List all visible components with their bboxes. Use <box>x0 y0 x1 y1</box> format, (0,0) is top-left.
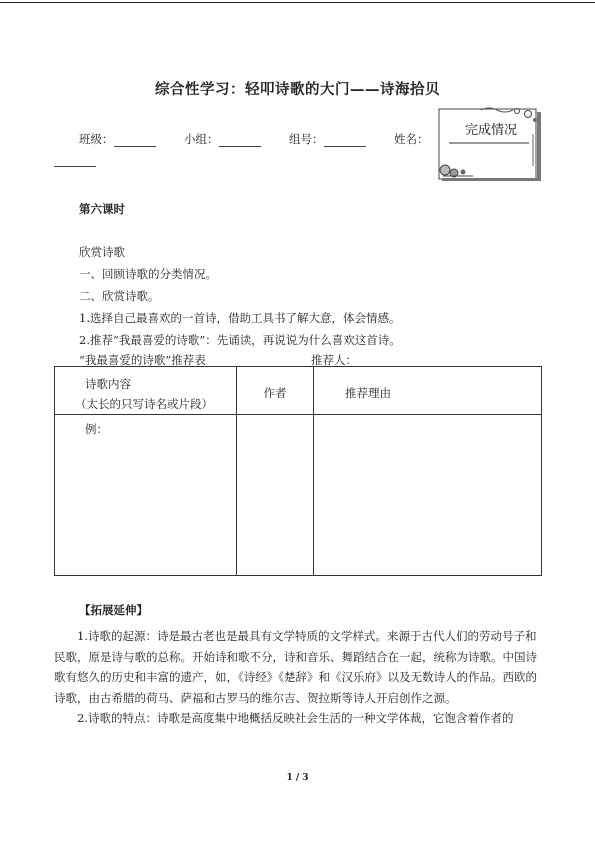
list-item: 一、回顾诗歌的分类情况。 <box>79 267 217 281</box>
badge-text: 完成情况 <box>464 123 517 138</box>
group-blank <box>219 135 261 147</box>
paragraph: 2.诗歌的特点：诗歌是高度集中地概括反映社会生活的一种文学体裁，它饱含着作者的 <box>77 711 514 725</box>
group-no-field <box>289 131 366 147</box>
lesson-label: 第六课时 <box>79 202 125 216</box>
extension-heading: 【拓展延伸】 <box>79 603 148 617</box>
paragraph: 1.诗歌的起源：诗是最古老也是最具有文学特质的文学样式。来源于古代人们的劳动号子和民歌，原是诗与歌的总称。开始诗和歌不分，诗和音乐、舞蹈结合在一起，统称为诗歌。中国诗歌有悠久的历史和丰富的遗产，如，《诗经》《楚辞》和《汉乐府》以及无数诗人的作品。西欧的诗歌，由古希腊的荷马、萨福和古罗马的维尔吉、贺拉斯等诗人开启创作之源。 <box>54 629 537 705</box>
top-rule <box>0 2 595 3</box>
recommendation-table <box>54 366 542 576</box>
example-label: 例： <box>85 422 108 436</box>
badge-frame-icon <box>437 106 543 182</box>
class-field <box>79 131 156 147</box>
header-poem-line1: 诗歌内容 <box>85 377 131 391</box>
header-author <box>237 367 314 415</box>
table-row <box>55 415 542 576</box>
group-label: 小组： <box>184 132 219 146</box>
header-poem-content <box>55 367 237 415</box>
group-no-label: 组号： <box>289 132 324 146</box>
completion-badge <box>437 106 543 182</box>
page-number: 1 / 3 <box>286 773 309 783</box>
group-no-blank <box>324 135 366 147</box>
author-cell[interactable] <box>237 415 314 576</box>
class-blank <box>114 135 156 147</box>
table-header-row <box>55 367 542 415</box>
page-title: 综合性学习：轻叩诗歌的大门——诗海拾贝 <box>155 82 440 98</box>
extension-body <box>54 626 540 729</box>
list-item: 二、欣赏诗歌。 <box>79 289 160 303</box>
name-field <box>394 131 429 147</box>
poem-content-cell[interactable] <box>55 415 237 576</box>
recommender-label: 推荐人： <box>311 353 357 367</box>
header-reason-label: 推荐理由 <box>345 386 391 400</box>
reason-cell[interactable] <box>314 415 542 576</box>
list-item: 1.选择自己最喜欢的一首诗，借助工具书了解大意，体会情感。 <box>79 311 401 325</box>
name-label: 姓名： <box>394 132 429 146</box>
header-poem-line2: （太长的只写诗名或片段） <box>75 397 213 411</box>
list-item: 2.推荐“我最喜爱的诗歌”：先诵读，再说说为什么喜欢这首诗。 <box>79 333 401 347</box>
header-author-label: 作者 <box>263 386 287 400</box>
table-caption: “我最喜爱的诗歌”推荐表 <box>79 353 206 367</box>
name-blank <box>54 155 96 167</box>
section-title: 欣赏诗歌 <box>79 245 125 259</box>
class-label: 班级： <box>79 132 114 146</box>
header-reason <box>314 367 542 415</box>
group-field <box>184 131 261 147</box>
